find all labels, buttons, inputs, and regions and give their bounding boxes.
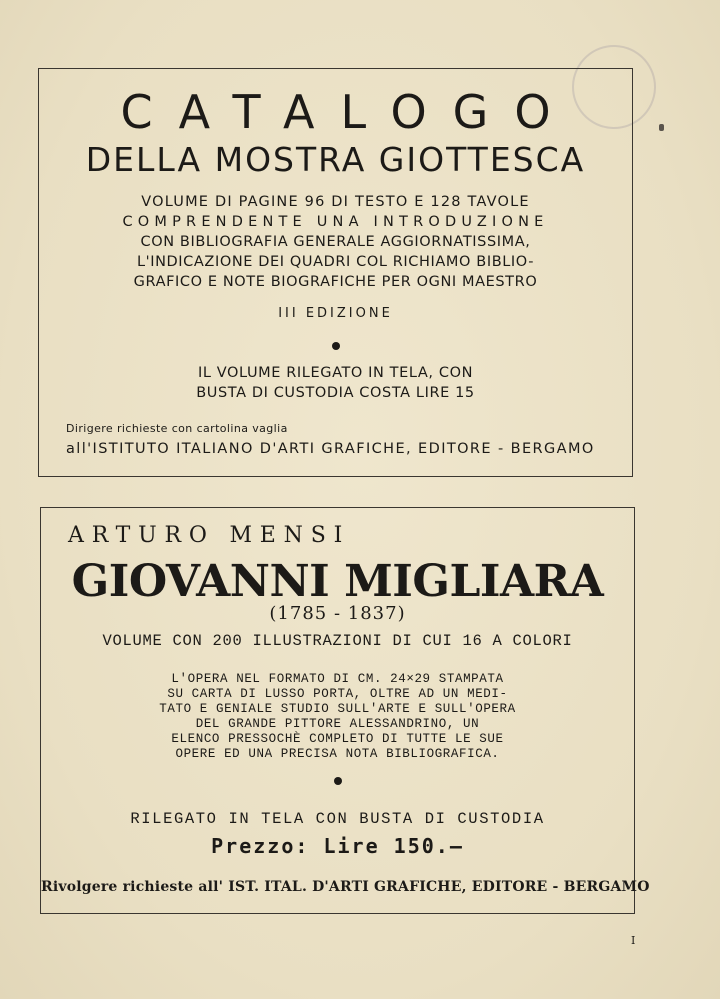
catalogue-description-line: CON BIBLIOGRAFIA GENERALE AGGIORNATISSIMA,	[140, 234, 531, 250]
bullet-separator	[332, 342, 340, 350]
book-author: ARTURO MENSI	[68, 523, 351, 548]
catalogue-description-line: VOLUME DI PAGINE 96 DI TESTO E 128 TAVOLE	[141, 194, 530, 210]
catalogue-edition: III EDIZIONE	[278, 306, 393, 321]
catalogue-advert	[38, 68, 633, 477]
catalogue-publisher: all'ISTITUTO ITALIANO D'ARTI GRAFICHE, EDITORE - BERGAMO	[66, 441, 595, 457]
book-description-line: OPERE ED UNA PRECISA NOTA BIBLIOGRAFICA.	[175, 747, 500, 761]
book-title: GIOVANNI MIGLIARA	[71, 556, 604, 607]
book-description-line: L'OPERA NEL FORMATO DI CM. 24×29 STAMPATA	[171, 672, 504, 686]
catalogue-title: CATALOGO	[120, 85, 577, 139]
page-number: I	[631, 934, 636, 947]
book-contact: Rivolgere richieste all' IST. ITAL. D'ARTI GRAFICHE, EDITORE - BERGAMO	[41, 879, 650, 895]
catalogue-description-line: L'INDICAZIONE DEI QUADRI COL RICHIAMO BIBLIO-	[136, 254, 535, 270]
book-price: Prezzo: Lire 150.—	[211, 834, 464, 858]
book-description-line: SU CARTA DI LUSSO PORTA, OLTRE AD UN MEDI-	[167, 687, 508, 701]
migliara-advert	[40, 507, 650, 914]
catalogue-subtitle: DELLA MOSTRA GIOTTESCA	[85, 140, 586, 179]
catalogue-price-line: IL VOLUME RILEGATO IN TELA, CON	[197, 365, 474, 381]
ink-speck	[659, 124, 664, 131]
catalogue-price-line: BUSTA DI CUSTODIA COSTA LIRE 15	[196, 385, 475, 401]
book-years: (1785 - 1837)	[269, 603, 406, 624]
catalogue-directions: Dirigere richieste con cartolina vaglia	[66, 422, 288, 435]
bullet-separator	[334, 777, 342, 785]
book-description-line: DEL GRANDE PITTORE ALESSANDRINO, UN	[195, 717, 480, 731]
book-description-line: TATO E GENIALE STUDIO SULL'ARTE E SULL'OPERA	[159, 702, 516, 716]
book-volume-info: VOLUME CON 200 ILLUSTRAZIONI DI CUI 16 A COLORI	[102, 632, 573, 650]
catalogue-description-line: COMPRENDENTE UNA INTRODUZIONE	[122, 214, 549, 230]
catalogue-description-line: GRAFICO E NOTE BIOGRAFICHE PER OGNI MAESTRO	[133, 274, 538, 290]
book-binding: RILEGATO IN TELA CON BUSTA DI CUSTODIA	[130, 810, 545, 828]
book-description-line: ELENCO PRESSOCHÈ COMPLETO DI TUTTE LE SUE	[171, 732, 504, 746]
